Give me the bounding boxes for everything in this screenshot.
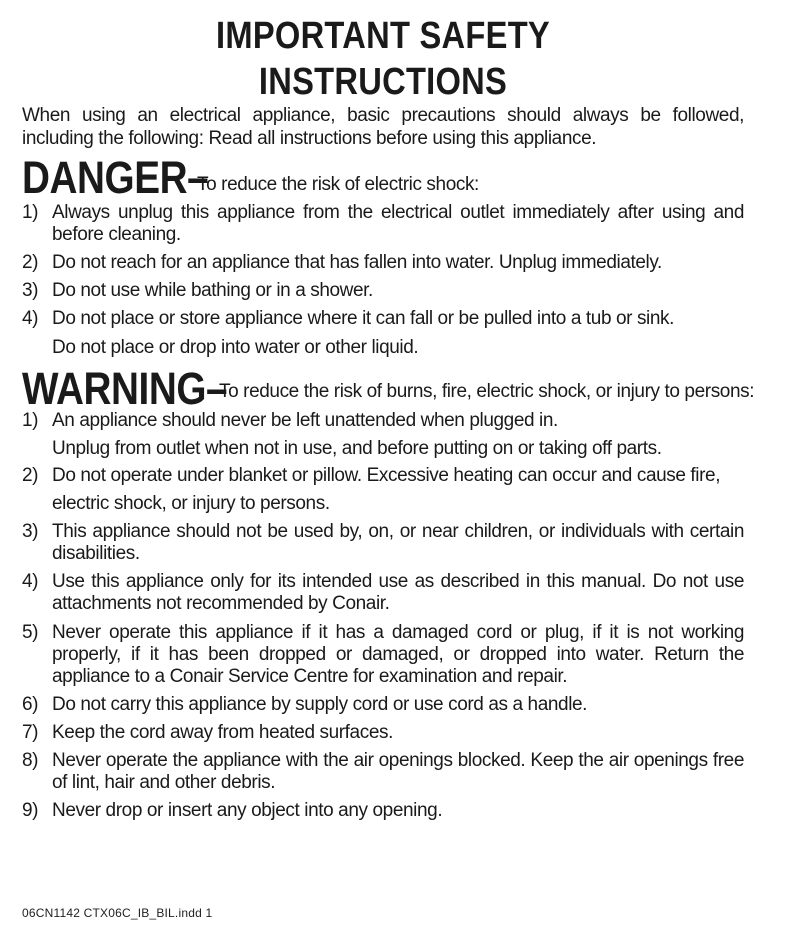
item-number: 8) xyxy=(22,750,39,771)
warning-item-9 xyxy=(22,800,744,822)
item-number: 1) xyxy=(22,202,39,223)
item-text: This appliance should not be used by, on, or near children, or individuals with certain disabilities. xyxy=(52,521,744,564)
warning-subheading: To reduce the risk of burns, fire, electric shock, or injury to persons: xyxy=(219,381,755,402)
item-number: 3) xyxy=(22,280,39,301)
file-footer: 06CN1142 CTX06C_IB_BIL.indd 1 xyxy=(22,906,213,920)
item-number: 2) xyxy=(22,465,39,486)
item-number: 3) xyxy=(22,521,39,542)
danger-item-4-continuation: Do not place or drop into water or other liquid. xyxy=(52,337,419,358)
item-text: Always unplug this appliance from the electrical outlet immediately after using and before cleaning. xyxy=(52,202,744,245)
warning-item-1-continuation: Unplug from outlet when not in use, and before putting on or taking off parts. xyxy=(52,438,662,459)
item-text: Do not use while bathing or in a shower. xyxy=(52,280,373,301)
item-text: Do not operate under blanket or pillow. Excessive heating can occur and cause fire, xyxy=(52,465,721,486)
item-number: 4) xyxy=(22,571,39,592)
warning-item-8 xyxy=(22,750,744,794)
warning-heading-block xyxy=(22,363,755,414)
warning-heading: WARNING– xyxy=(22,363,228,414)
warning-item-7 xyxy=(22,722,744,744)
warning-item-1 xyxy=(22,410,744,432)
page-title-line-1: IMPORTANT SAFETY xyxy=(216,15,550,57)
item-number: 6) xyxy=(22,694,39,715)
warning-item-3 xyxy=(22,521,744,565)
intro-paragraph: When using an electrical appliance, basic precautions should always be followed, including the following: Read all instructions before using this appliance. xyxy=(22,105,744,149)
item-text: Keep the cord away from heated surfaces. xyxy=(52,722,393,743)
danger-item-3 xyxy=(22,280,744,302)
item-text: An appliance should never be left unattended when plugged in. xyxy=(52,410,558,431)
warning-item-4 xyxy=(22,571,744,615)
item-number: 5) xyxy=(22,622,39,643)
danger-item-4 xyxy=(22,308,744,330)
warning-item-2 xyxy=(22,465,744,487)
item-text: Do not carry this appliance by supply cord or use cord as a handle. xyxy=(52,694,588,715)
warning-item-5 xyxy=(22,622,744,688)
item-number: 7) xyxy=(22,722,39,743)
item-text: Use this appliance only for its intended use as described in this manual. Do not use attachments not recommended by Conair. xyxy=(52,571,744,614)
danger-heading: DANGER– xyxy=(22,152,209,203)
item-text: Never operate this appliance if it has a damaged cord or plug, if it is not working properly, if it has been dropped or damaged, or dropped into water. Return the appliance to a Conair Service Centre for examination and repair. xyxy=(52,622,744,687)
warning-item-2-continuation: electric shock, or injury to persons. xyxy=(52,493,330,514)
item-text: Never operate the appliance with the air openings blocked. Keep the air openings free of lint, hair and other debris. xyxy=(52,750,744,793)
danger-heading-block xyxy=(22,152,479,203)
item-number: 4) xyxy=(22,308,39,329)
item-text: Do not reach for an appliance that has fallen into water. Unplug immediately. xyxy=(52,252,662,273)
item-number: 1) xyxy=(22,410,39,431)
danger-subheading: To reduce the risk of electric shock: xyxy=(197,174,479,195)
danger-item-1 xyxy=(22,202,744,246)
danger-item-2 xyxy=(22,252,744,274)
warning-item-6 xyxy=(22,694,744,716)
item-text: Do not place or store appliance where it can fall or be pulled into a tub or sink. xyxy=(52,308,675,329)
item-number: 9) xyxy=(22,800,39,821)
item-number: 2) xyxy=(22,252,39,273)
item-text: Never drop or insert any object into any opening. xyxy=(52,800,443,821)
page-title-line-2: INSTRUCTIONS xyxy=(258,61,508,103)
